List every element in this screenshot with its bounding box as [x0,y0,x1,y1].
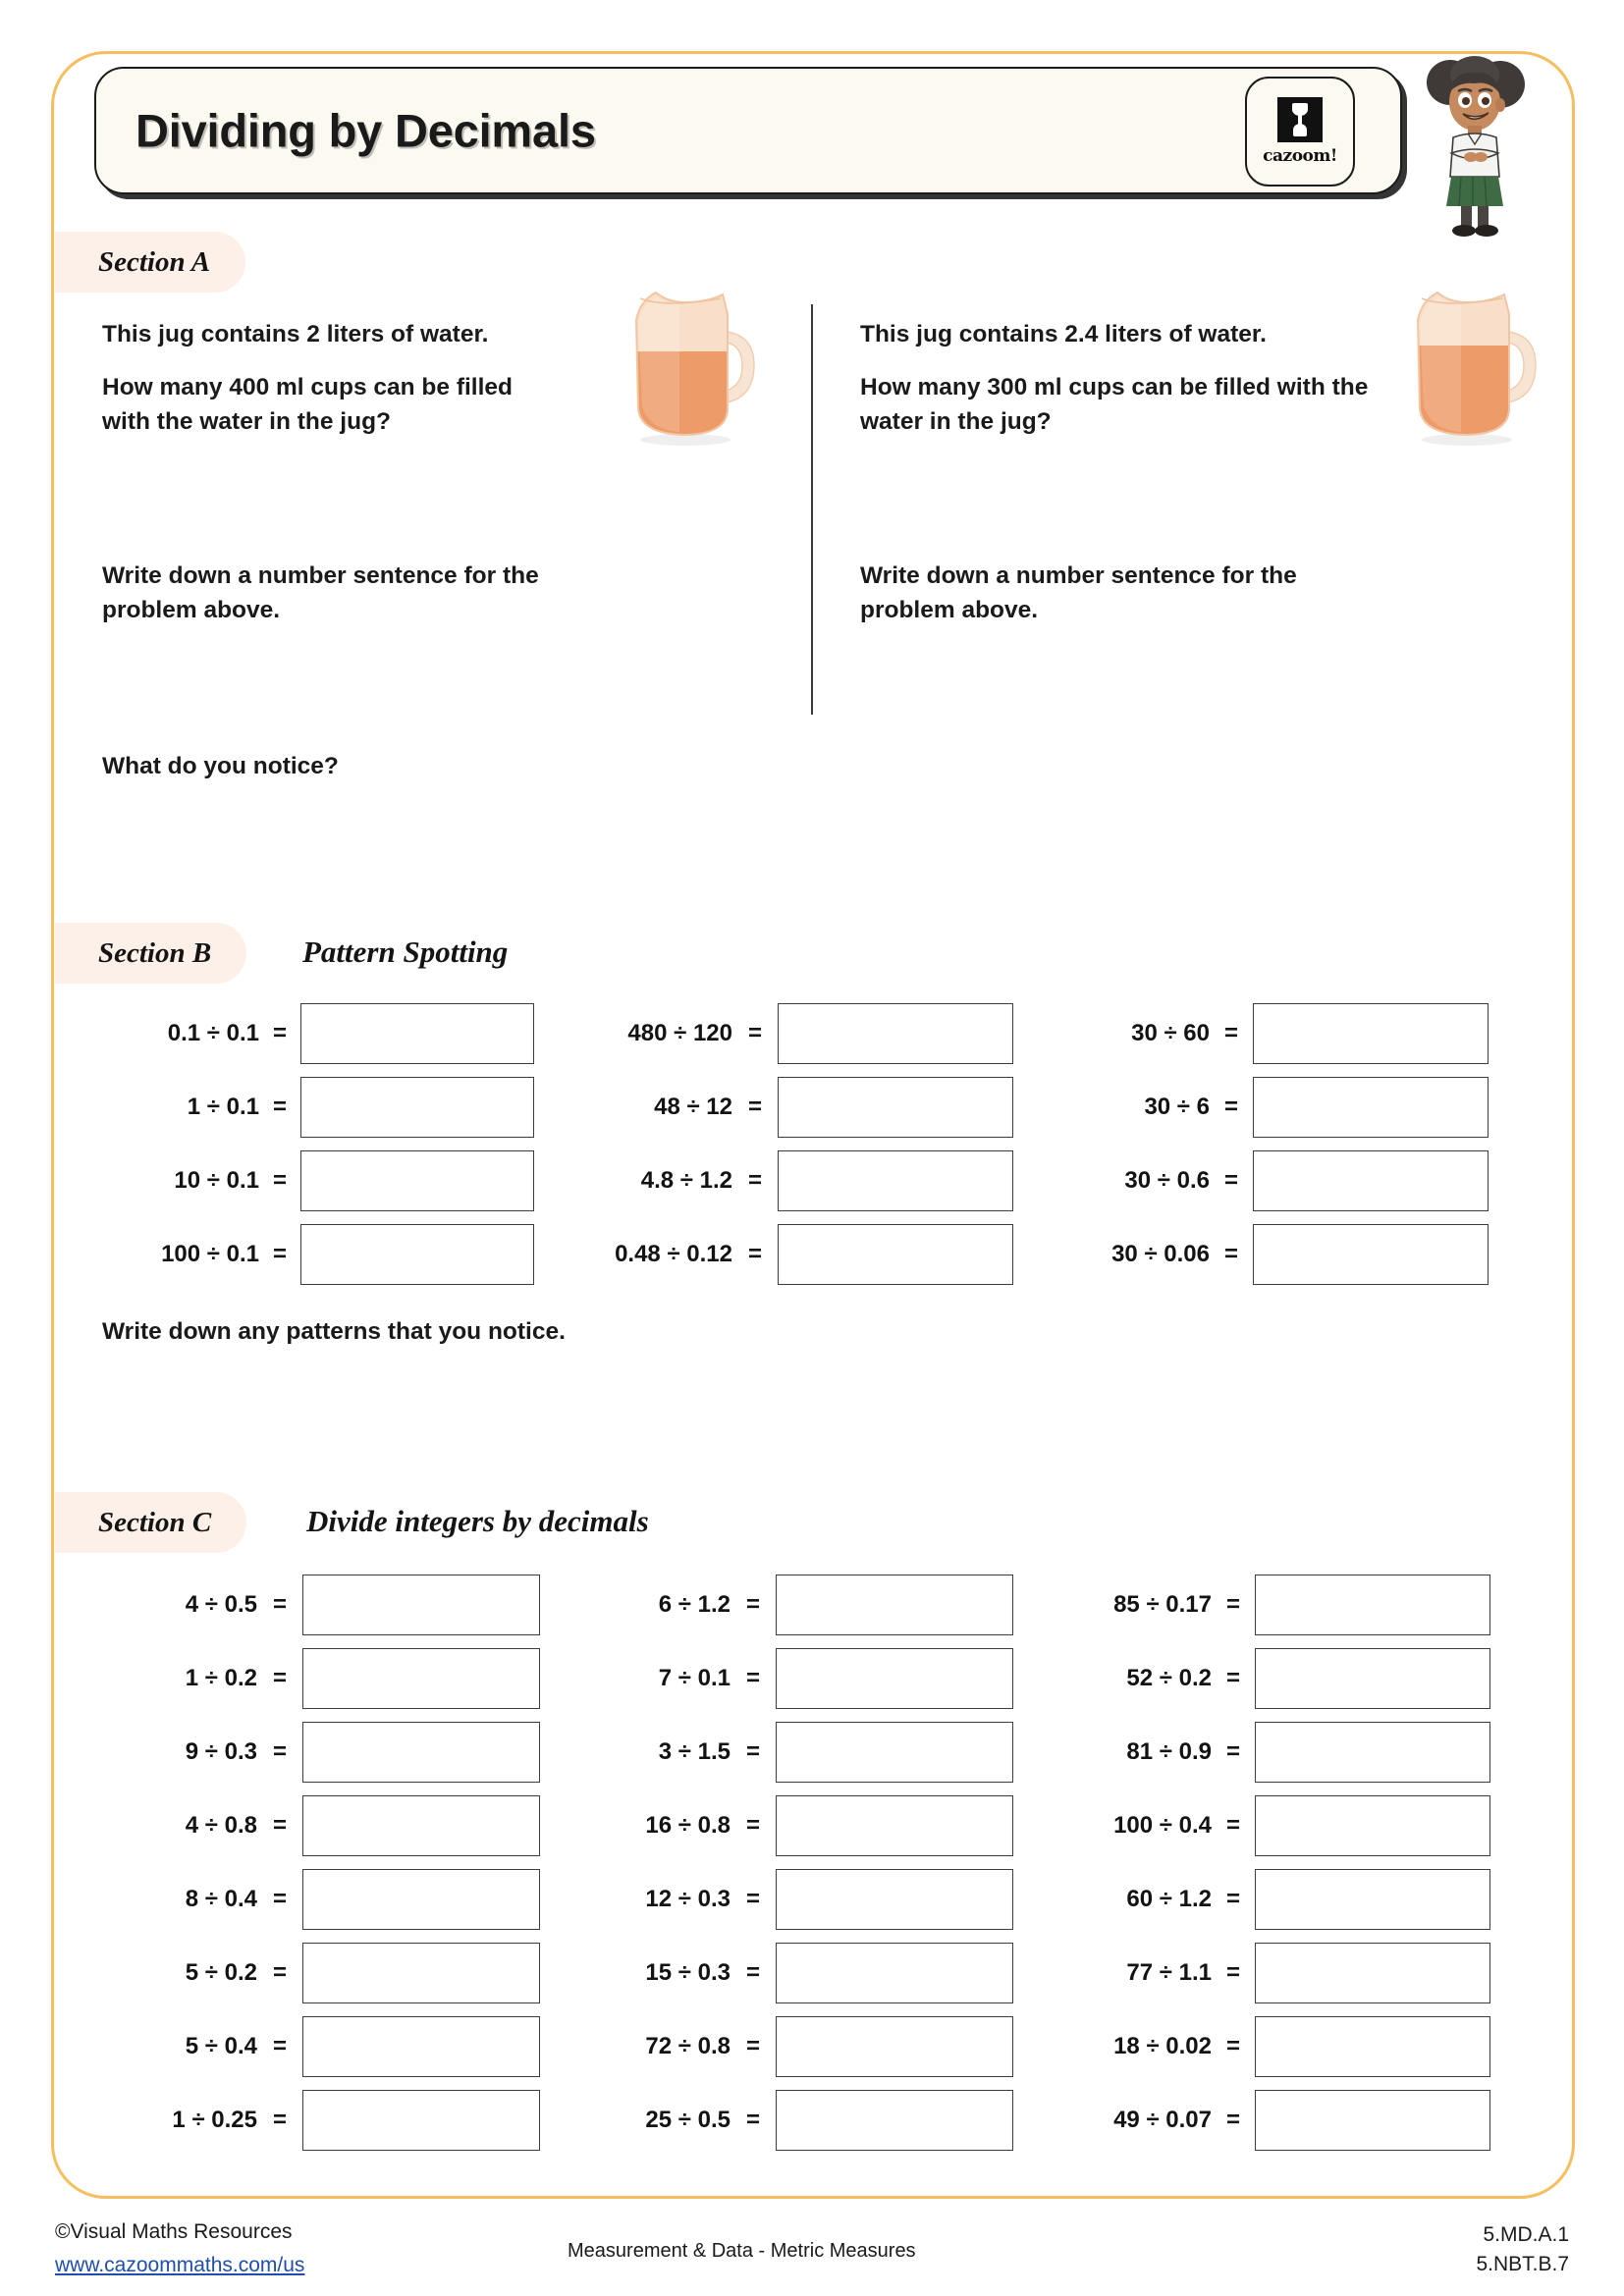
equation-expression: 1 ÷ 0.1 [187,1094,259,1120]
equation-expression: 60 ÷ 1.2 [1126,1886,1212,1912]
answer-box[interactable] [778,1224,1013,1285]
equation-row [569,1224,1013,1285]
equation-row [1056,1795,1490,1856]
equals-sign: = [745,1738,760,1765]
answer-box[interactable] [302,1648,540,1709]
section-a-column-divider [811,304,813,715]
answer-box[interactable] [778,1077,1013,1138]
equation-expression: 5 ÷ 0.2 [185,1959,257,1986]
section-b-heading: Pattern Spotting [302,934,509,969]
cazoom-logo-text: cazoom! [1263,146,1337,166]
equation-row [569,1150,1013,1211]
equals-sign: = [1225,1665,1240,1691]
answer-box[interactable] [1253,1003,1489,1064]
equals-sign: = [272,1020,287,1046]
equation-row [108,1575,540,1635]
answer-box[interactable] [776,1795,1013,1856]
equals-sign: = [745,2033,760,2059]
section-a-badge: Section A [55,232,245,293]
answer-box[interactable] [1253,1150,1489,1211]
jug-illustration-right [1398,285,1550,447]
equation-expression: 9 ÷ 0.3 [185,1738,257,1765]
equation-row [1056,1943,1490,2003]
equation-expression: 81 ÷ 0.9 [1126,1738,1212,1765]
answer-box[interactable] [1255,1722,1490,1783]
section-c-heading: Divide integers by decimals [306,1504,649,1538]
equation-row [579,2090,1013,2151]
answer-box[interactable] [776,1575,1013,1635]
equals-sign: = [1225,1591,1240,1618]
equation-expression: 85 ÷ 0.17 [1113,1591,1212,1618]
section-a-left-prompt: Write down a number sentence for the problem above. [102,562,539,623]
equation-row [569,1003,1013,1064]
answer-box[interactable] [776,1648,1013,1709]
equals-sign: = [745,2107,760,2133]
section-b-badge: Section B [55,923,246,984]
equation-expression: 77 ÷ 1.1 [1126,1959,1212,1986]
equals-sign: = [272,1241,287,1267]
answer-box[interactable] [302,1722,540,1783]
equation-expression: 16 ÷ 0.8 [645,1812,731,1839]
equals-sign: = [1223,1020,1238,1046]
answer-box[interactable] [1253,1224,1489,1285]
footer-standard-1: 5.MD.A.1 [1483,2223,1569,2246]
answer-box[interactable] [1255,1575,1490,1635]
equation-expression: 12 ÷ 0.3 [645,1886,731,1912]
section-c-badge: Section C [55,1492,246,1553]
equals-sign: = [272,2033,287,2059]
equals-sign: = [1223,1241,1238,1267]
equation-expression: 15 ÷ 0.3 [645,1959,731,1986]
equation-expression: 18 ÷ 0.02 [1113,2033,1212,2059]
equals-sign: = [745,1812,760,1839]
equation-row [1053,1150,1489,1211]
equation-expression: 7 ÷ 0.1 [658,1665,731,1691]
equation-row [579,1869,1013,1930]
equation-row [108,1722,540,1783]
equation-expression: 30 ÷ 6 [1144,1094,1210,1120]
section-a-right-prompt: Write down a number sentence for the problem above. [860,562,1297,623]
answer-box[interactable] [776,1943,1013,2003]
equation-expression: 30 ÷ 0.6 [1124,1167,1210,1194]
section-a-notice-prompt: What do you notice? [102,753,339,779]
equation-row [1056,2090,1490,2151]
answer-box[interactable] [776,2016,1013,2077]
answer-box[interactable] [1255,1869,1490,1930]
equation-expression: 0.48 ÷ 0.12 [615,1241,732,1267]
answer-box[interactable] [1255,1943,1490,2003]
answer-box[interactable] [776,1869,1013,1930]
equals-sign: = [1225,2107,1240,2133]
answer-box[interactable] [1253,1077,1489,1138]
answer-box[interactable] [302,1869,540,1930]
equation-row [579,2016,1013,2077]
equation-row [1053,1003,1489,1064]
equals-sign: = [747,1167,762,1194]
student-illustration [1406,51,1543,238]
answer-box[interactable] [1255,2090,1490,2151]
equation-expression: 10 ÷ 0.1 [174,1167,259,1194]
equals-sign: = [1223,1167,1238,1194]
answer-box[interactable] [1255,2016,1490,2077]
equals-sign: = [1225,1812,1240,1839]
section-a-left-line2: How many 400 ml cups can be filled with the water in the jug? [102,374,513,435]
equals-sign: = [747,1241,762,1267]
equals-sign: = [747,1020,762,1046]
equation-expression: 6 ÷ 1.2 [658,1591,731,1618]
equals-sign: = [272,1591,287,1618]
equals-sign: = [745,1959,760,1986]
equation-row [108,1869,540,1930]
answer-box[interactable] [300,1003,534,1064]
equation-row [1056,2016,1490,2077]
equation-row [1053,1077,1489,1138]
equation-expression: 4.8 ÷ 1.2 [640,1167,732,1194]
equation-row [108,1795,540,1856]
equation-expression: 1 ÷ 0.25 [172,2107,257,2133]
equation-row [108,2016,540,2077]
footer-topic: Measurement & Data - Metric Measures [568,2240,916,2262]
cazoom-logo [1245,77,1355,187]
equation-row [1056,1869,1490,1930]
equation-expression: 30 ÷ 60 [1131,1020,1210,1046]
equation-row [579,1722,1013,1783]
title-banner [94,67,1402,194]
answer-box[interactable] [776,1722,1013,1783]
section-a-right-line2: How many 300 ml cups can be filled with the water in the jug? [860,374,1369,435]
answer-box[interactable] [302,2090,540,2151]
equals-sign: = [747,1094,762,1120]
footer-website-link[interactable]: www.cazoommaths.com/us [55,2254,305,2276]
answer-box[interactable] [776,2090,1013,2151]
answer-box[interactable] [300,1150,534,1211]
equation-expression: 30 ÷ 0.06 [1111,1241,1210,1267]
equation-row [102,1077,534,1138]
equals-sign: = [745,1591,760,1618]
equation-row [102,1003,534,1064]
answer-box[interactable] [302,1575,540,1635]
answer-box[interactable] [778,1150,1013,1211]
answer-box[interactable] [302,1795,540,1856]
answer-box[interactable] [1255,1795,1490,1856]
equals-sign: = [272,2107,287,2133]
equation-row [579,1648,1013,1709]
answer-box[interactable] [778,1003,1013,1064]
equation-expression: 1 ÷ 0.2 [185,1665,257,1691]
equation-row [108,2090,540,2151]
equation-row [1053,1224,1489,1285]
equation-row [579,1795,1013,1856]
equation-row [108,1648,540,1709]
equals-sign: = [272,1812,287,1839]
equals-sign: = [1225,2033,1240,2059]
equals-sign: = [1225,1886,1240,1912]
equals-sign: = [1225,1959,1240,1986]
equation-row [102,1150,534,1211]
equation-row [579,1943,1013,2003]
equation-expression: 100 ÷ 0.4 [1113,1812,1212,1839]
answer-box[interactable] [302,1943,540,2003]
equation-row [108,1943,540,2003]
equation-expression: 3 ÷ 1.5 [658,1738,731,1765]
equation-row [579,1575,1013,1635]
equals-sign: = [272,1167,287,1194]
equation-expression: 72 ÷ 0.8 [645,2033,731,2059]
answer-box[interactable] [300,1077,534,1138]
footer-copyright: ©Visual Maths Resources [55,2220,293,2243]
equation-expression: 25 ÷ 0.5 [645,2107,731,2133]
equals-sign: = [272,1094,287,1120]
equals-sign: = [745,1665,760,1691]
equation-expression: 8 ÷ 0.4 [185,1886,257,1912]
equals-sign: = [745,1886,760,1912]
equals-sign: = [272,1886,287,1912]
section-b-footer-prompt: Write down any patterns that you notice. [102,1318,566,1345]
equation-expression: 5 ÷ 0.4 [185,2033,257,2059]
jug-illustration-left [617,285,769,447]
equation-row [102,1224,534,1285]
equation-expression: 52 ÷ 0.2 [1126,1665,1212,1691]
page-title: Dividing by Decimals [135,104,596,157]
equation-expression: 100 ÷ 0.1 [161,1241,259,1267]
equals-sign: = [272,1738,287,1765]
section-a-right-line1: This jug contains 2.4 liters of water. [860,321,1267,347]
equals-sign: = [1223,1094,1238,1120]
equation-expression: 49 ÷ 0.07 [1113,2107,1212,2133]
answer-box[interactable] [302,2016,540,2077]
equals-sign: = [272,1959,287,1986]
answer-box[interactable] [1255,1648,1490,1709]
equation-row [1056,1575,1490,1635]
equation-expression: 4 ÷ 0.8 [185,1812,257,1839]
equation-expression: 4 ÷ 0.5 [185,1591,257,1618]
equation-row [1056,1722,1490,1783]
footer-standard-2: 5.NBT.B.7 [1476,2253,1569,2276]
equals-sign: = [272,1665,287,1691]
section-a-left-line1: This jug contains 2 liters of water. [102,321,489,347]
cazoom-goblet-icon [1277,97,1323,142]
answer-box[interactable] [300,1224,534,1285]
equation-expression: 0.1 ÷ 0.1 [167,1020,259,1046]
equation-row [1056,1648,1490,1709]
equation-expression: 480 ÷ 120 [627,1020,732,1046]
equals-sign: = [1225,1738,1240,1765]
equation-expression: 48 ÷ 12 [654,1094,732,1120]
equation-row [569,1077,1013,1138]
